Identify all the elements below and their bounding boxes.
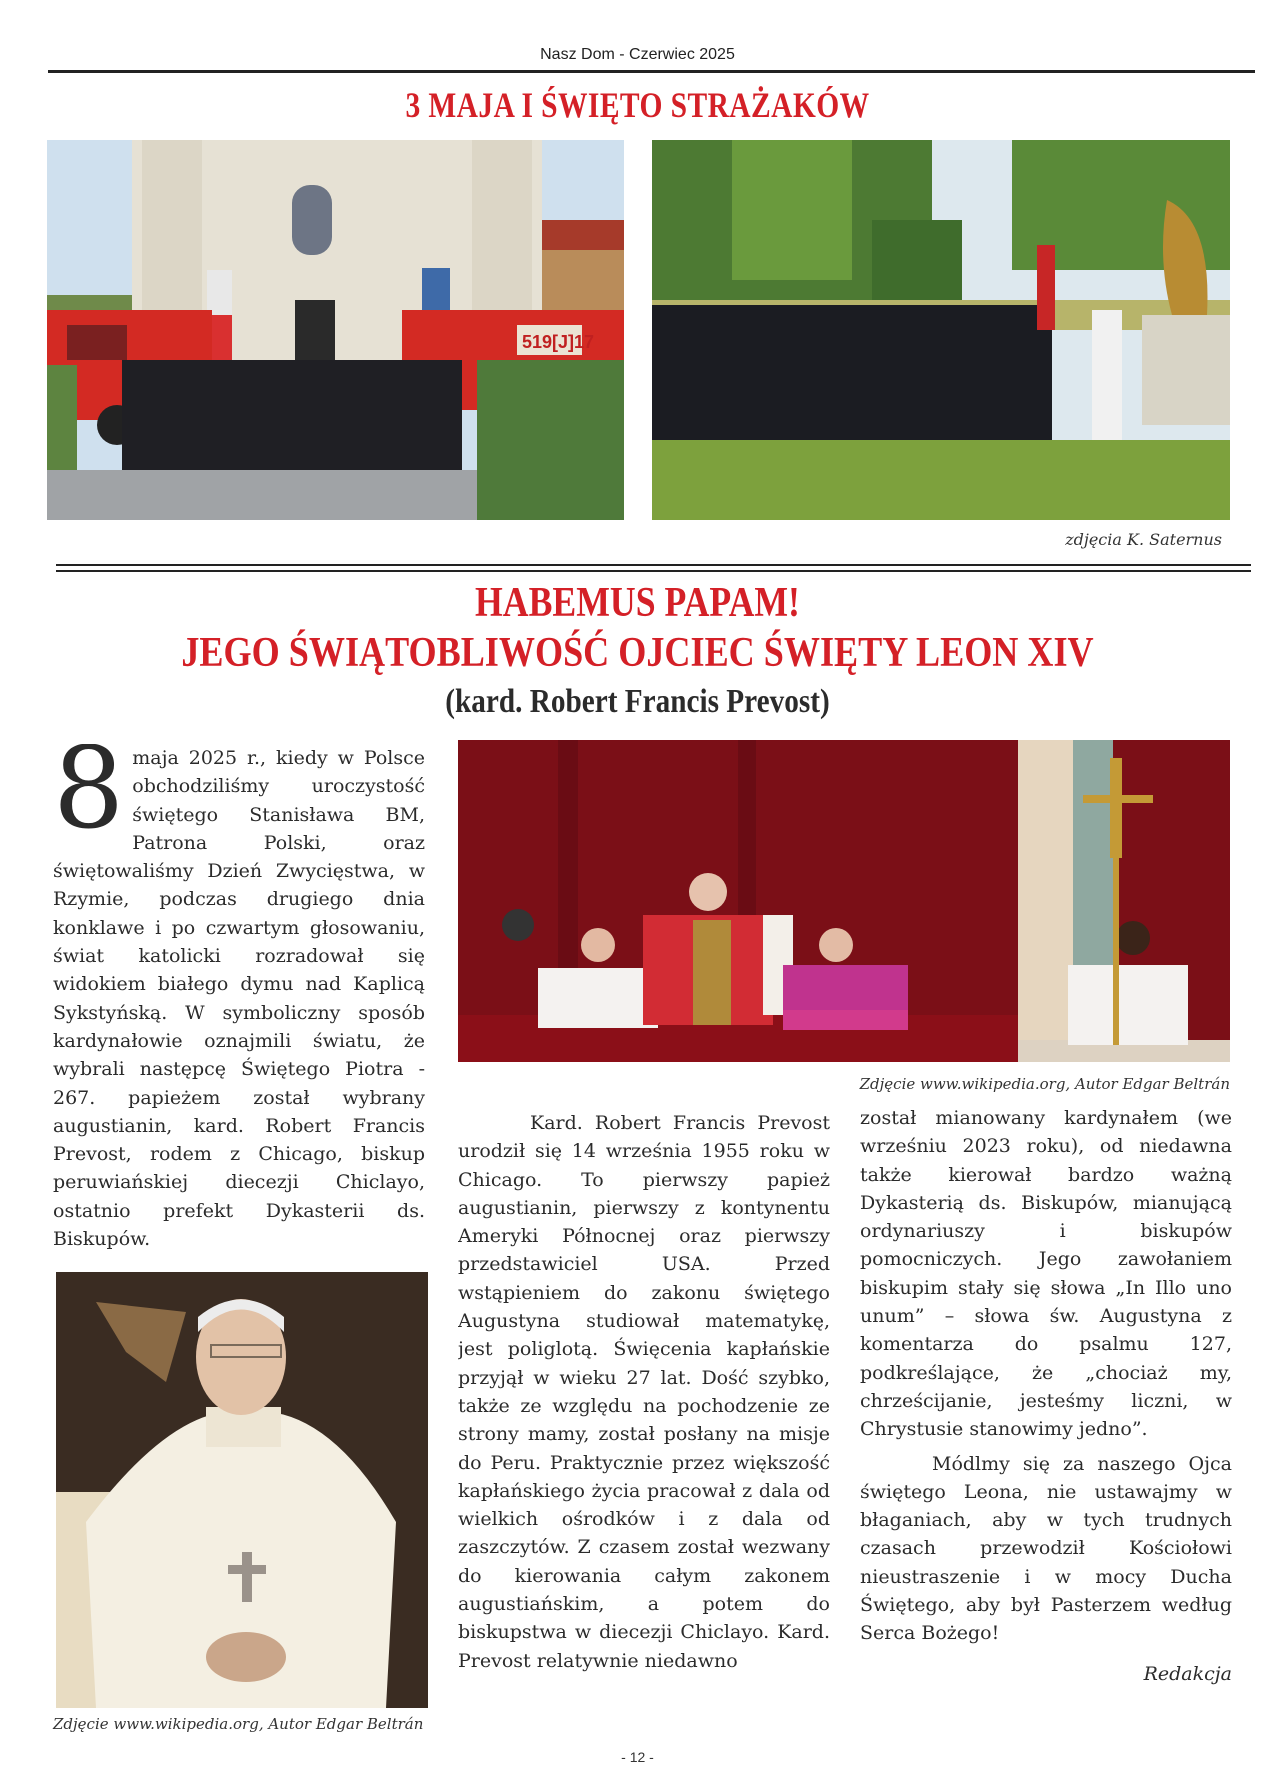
article-column-middle — [458, 1109, 830, 1729]
article-paragraph-2: Kard. Robert Francis Prevost urodził się 14 września 1955 roku w Chicago. To pierwszy papież augustianin, pierwszy z kontynentu Ameryki Północnej oraz pierwszy przedstawiciel USA. Przed wstąpieniem do zakonu świętego Augustyna studiował matematykę, jest poliglotą. Święcenia kapłańskie przyjął w wieku 27 lat. Dość szybko, także ze względu na pochodzenie ze strony mamy, został posłany na misje do Peru. Praktycznie przez większość kapłańskiego życia pracował z dala od wielkich ośrodków i z dala od zaszczytów. Z czasem został wezwany do kierowania całym zakonem augustiańskim, a potem do biskupstwa w diecezji Chiclayo. Kard. Prevost relatywnie niedawno — [458, 1112, 830, 1672]
papal-balcony-image — [458, 740, 1230, 1062]
page-number: - 12 - — [621, 1749, 654, 1765]
article-paragraph-3: Módlmy się za naszego Ojca świętego Leona, nie ustawajmy w błaganiach, aby w tych trudnych czasach przewodził Kościołowi nieustraszenie i w mocy Ducha Świętego, aby był Pasterzem według Serca Bożego! — [860, 1452, 1232, 1645]
portrait-photo-credit: Zdjęcie www.wikipedia.org, Autor Edgar Beltrán — [53, 1715, 424, 1733]
monument-firefighters-image — [652, 140, 1230, 520]
balcony-photo-credit: Zdjęcie www.wikipedia.org, Autor Edgar Beltrán — [859, 1075, 1230, 1093]
drop-cap: 8 — [53, 744, 125, 854]
fire-section-title: 3 MAJA I ŚWIĘTO STRAŻAKÓW — [405, 85, 870, 125]
fire-photos-credit: zdjęcia K. Saternus — [1065, 530, 1222, 549]
church-firefighters-image — [47, 140, 624, 520]
section-divider-bottom — [56, 570, 1251, 572]
cardinal-portrait-photo — [56, 1272, 428, 1708]
cardinal-portrait-image — [56, 1272, 428, 1708]
publication-header: Nasz Dom - Czerwiec 2025 — [540, 46, 735, 63]
header-rule — [48, 70, 1255, 73]
church-firefighters-photo — [47, 140, 624, 520]
monument-firefighters-photo — [652, 140, 1230, 520]
article-paragraph-1: maja 2025 r., kiedy w Polsce obchodziliśmy uroczystość świętego Stanisława BM, Patrona Polski, oraz świętowaliśmy Dzień Zwycięstwa, w Rzymie, podczas drugiego dnia konklawe i po czwartym głosowaniu, świat katolicki rozradował się widokiem białego dymu nad Kaplicą Sykstyńską. W symboliczny sposób kardynałowie oznajmili światu, że wybrali następcę Świętego Piotra - 267. papieżem został wybrany augustianin, kard. Robert Francis Prevost, rodem z Chicago, biskup peruwiańskiej diecezji Chiclayo, ostatnio prefekt Dykasterii ds. Biskupów. — [53, 747, 425, 1251]
article-signature: Redakcja — [1143, 1662, 1232, 1685]
article-paragraph-2-continued: został mianowany kardynałem (we wrześniu 2023 roku), od niedawna także kierował bardzo ważną Dykasterią ds. Biskupów, mianującą ordynariuszy i biskupów pomocniczych. Jego zawołaniem biskupim stały się słowa „In Illo uno unum” – słowa św. Augustyna z komentarza do psalmu 127, podkreślające, że „chociaż my, chrześcijanie, jesteśmy liczni, w Chrystusie stanowimy jedno”. — [860, 1107, 1232, 1441]
article-title-line1: HABEMUS PAPAM! — [475, 580, 800, 626]
article-column-left — [53, 744, 425, 1254]
article-title-line2: JEGO ŚWIĄTOBLIWOŚĆ OJCIEC ŚWIĘTY LEON XIV — [181, 630, 1094, 676]
article-subtitle: (kard. Robert Francis Prevost) — [445, 683, 830, 720]
section-divider-top — [56, 564, 1251, 566]
article-column-right — [860, 1104, 1232, 1744]
truck-number: 519[J]17 — [522, 332, 595, 352]
papal-balcony-photo — [458, 740, 1230, 1062]
